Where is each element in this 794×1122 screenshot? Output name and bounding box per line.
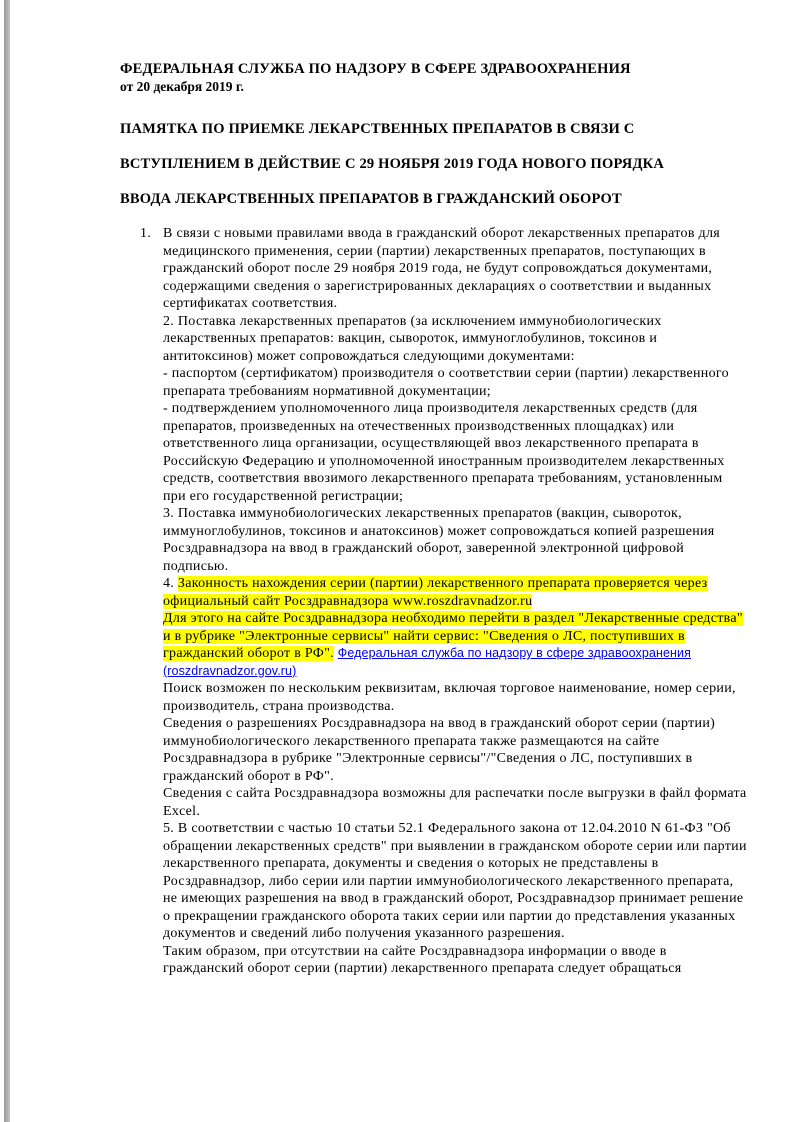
document-title: [120, 120, 748, 208]
text-run: 3. Поставка иммунобиологических лекарственных препаратов (вакцин, сывороток, иммуноглобулинов, токсинов и анатоксинов) может сопровождаться копией разрешения Росздравнадзора на ввод в гражданский оборот, заверенной электронной цифровой подписью.: [163, 506, 715, 574]
document-page: [120, 60, 748, 978]
text-run: - подтверждением уполномоченного лица производителя лекарственных средств (для препаратов, произведенных на отечественных производственных площадках) или ответственного лица организации, осуществляющей ввоз лекарственного препарата в Российскую Федерацию и уполномоченной иностранным производителем лекарственных средств, соответствия ввозимого лекарственного препарата требованиям, установленным при его государственной регистрации;: [163, 401, 725, 504]
text-run: 5. В соответствии с частью 10 статьи 52.1 Федерального закона от 12.04.2010 N 61-ФЗ "Об обращении лекарственных средств" при выявлении в гражданском обороте серии или партии лекарственного препарата, документы и сведения о которых не представлены в Росздравнадзор, либо серии или партии иммунобиологического лекарственного препарата, не имеющих разрешения на ввод в гражданский оборот, Росздравнадзор принимает решение о прекращении гражданского оборота таких серии или партии до представления указанных документов и сведений либо получения указанного разрешения.: [163, 821, 747, 941]
document-title-line-3: ВВОДА ЛЕКАРСТВЕННЫХ ПРЕПАРАТОВ В ГРАЖДАНСКИЙ ОБОРОТ: [120, 191, 622, 207]
text-run: Таким образом, при отсутствии на сайте Росздравнадзора информации о вводе в гражданский оборот серии (партии) лекарственного препарата следует обращаться: [163, 943, 682, 976]
paragraph: [163, 820, 748, 943]
document-date: от 20 декабря 2019 г.: [120, 79, 244, 94]
roszdravnadzor-site-link[interactable]: Федеральная служба по надзору в сфере здравоохранения (roszdravnadzor.gov.ru): [163, 646, 692, 678]
list-marker: 1.: [140, 226, 152, 241]
paragraph: [163, 943, 748, 978]
issuing-authority: ФЕДЕРАЛЬНАЯ СЛУЖБА ПО НАДЗОРУ В СФЕРЕ ЗДРАВООХРАНЕНИЯ: [120, 61, 631, 77]
highlighted-text: Для этого на сайте Росздравнадзора необходимо перейти в раздел "Лекарственные средства" и в рубрике "Электронные сервисы" найти сервис: "Сведения о ЛС, поступивших в гражданский оборот в РФ".: [163, 611, 743, 661]
paragraph: [163, 610, 748, 680]
paragraph: [163, 715, 748, 785]
paragraph: [163, 400, 748, 505]
highlighted-text: Законность нахождения серии (партии) лекарственного препарата проверяется через официальный сайт Росздравнадзора www.roszdravnadzor.ru: [163, 576, 708, 609]
text-run: В связи с новыми правилами ввода в гражданский оборот лекарственных препаратов для медицинского применения, серии (партии) лекарственных препаратов, поступающих в гражданский оборот после 29 ноября 2019 года, не будут сопровождаться документами, содержащими сведения о зарегистрированных декларациях о соответствии и выданных сертификатах соответствия.: [163, 226, 720, 311]
paragraph: [163, 680, 748, 715]
document-header: [120, 60, 748, 96]
paragraph: [163, 505, 748, 575]
text-run: Сведения с сайта Росздравнадзора возможны для распечатки после выгрузки в файл формата Excel.: [163, 786, 747, 819]
paragraph: [163, 365, 748, 400]
paragraph: [163, 313, 748, 366]
paragraph: [163, 785, 748, 820]
document-title-line-2: ВСТУПЛЕНИЕМ В ДЕЙСТВИЕ С 29 НОЯБРЯ 2019 ГОДА НОВОГО ПОРЯДКА: [120, 156, 665, 172]
text-run: Поиск возможен по нескольким реквизитам, включая торговое наименование, номер серии, производитель, страна производства.: [163, 681, 736, 714]
document-title-line-1: ПАМЯТКА ПО ПРИЕМКЕ ЛЕКАРСТВЕННЫХ ПРЕПАРАТОВ В СВЯЗИ С: [120, 121, 635, 137]
text-run: 4.: [163, 576, 178, 591]
numbered-list-item: [140, 225, 748, 313]
document-body: [140, 225, 748, 978]
page-edge-line: [4, 0, 10, 1122]
text-run: - паспортом (сертификатом) производителя о соответствии серии (партии) лекарственного препарата требованиям нормативной документации;: [163, 366, 729, 399]
text-run: Сведения о разрешениях Росздравнадзора на ввод в гражданский оборот серии (партии) иммунобиологического лекарственного препарата также размещаются на сайте Росздравнадзора в рубрике "Электронные сервисы"/"Сведения о ЛС, поступивших в гражданский оборот в РФ".: [163, 716, 716, 784]
text-run: 2. Поставка лекарственных препаратов (за исключением иммунобиологических лекарственных препаратов: вакцин, сывороток, иммуноглобулинов, токсинов и антитоксинов) может сопровождаться следующими документами:: [163, 313, 662, 364]
paragraph: [163, 575, 748, 610]
